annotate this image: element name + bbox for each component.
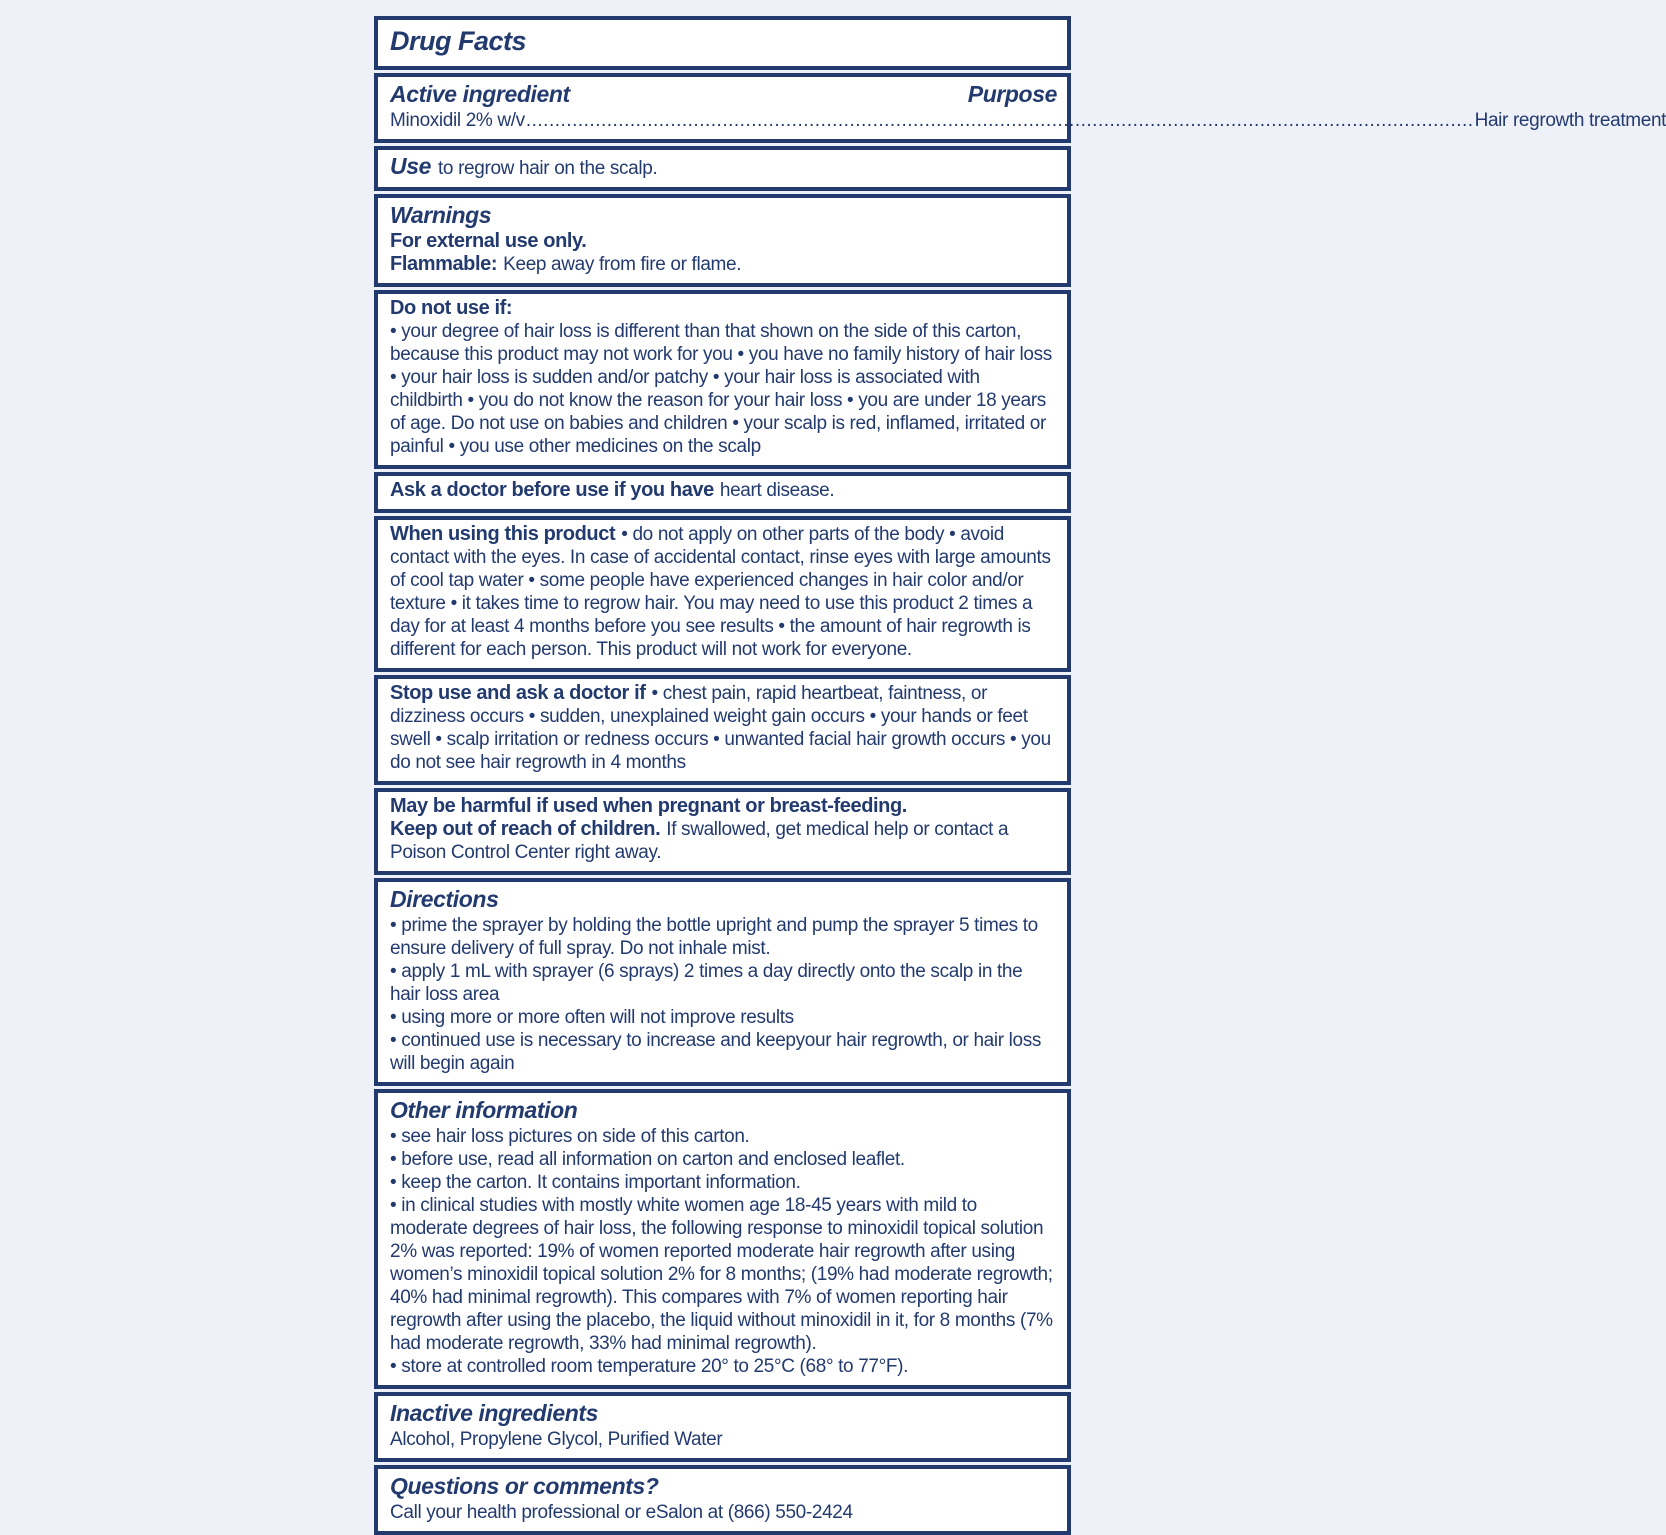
section-warnings: [374, 194, 1071, 287]
questions-text: Call your health professional or eSalon at (866) 550-2424: [390, 1502, 853, 1523]
purpose-value: Hair regrowth treatment: [1474, 110, 1666, 131]
section-do-not-use: [374, 290, 1071, 469]
ask-doctor-lead: Ask a doctor before use if you have: [390, 479, 714, 501]
section-use: [374, 146, 1071, 191]
use-heading: Use: [390, 153, 431, 179]
use-text: to regrow hair on the scalp.: [438, 158, 658, 179]
warnings-heading: Warnings: [390, 202, 492, 228]
section-when-using: [374, 516, 1071, 672]
directions-item: • continued use is necessary to increase and keepyour hair regrowth, or hair loss will begin again: [390, 1030, 1042, 1074]
flammable-label: Flammable:: [390, 253, 498, 275]
active-ingredient-heading: Active ingredient: [390, 81, 570, 107]
directions-item: • using more or more often will not improve results: [390, 1007, 794, 1028]
when-using-text: • do not apply on other parts of the body • avoid contact with the eyes. In case of accidental contact, rinse eyes with large amounts of cool tap water • some people have experienced changes in hair color and/or texture • it takes time to regrow hair. You may need to use this product 2 times a day for at least 4 months before you see results • the amount of hair regrowth is different for each person. This product will not work for everyone.: [390, 524, 1051, 660]
other-information-item: • in clinical studies with mostly white women age 18-45 years with mild to moderate degrees of hair loss, the following response to minoxidil topical solution 2% was reported: 19% of women reported moderate hair regrowth after using women’s minoxidil topical solution 2% for 8 months; (19% had moderate regrowth; 40% had minimal regrowth). This compares with 7% of women reporting hair regrowth after using the placebo, the liquid without minoxidil in it, for 8 months (7% had moderate regrowth, 33% had minimal regrowth).: [390, 1195, 1053, 1354]
section-ask-doctor: [374, 472, 1071, 513]
active-ingredient-heading-row: [390, 80, 1057, 109]
keep-out-of-reach-label: Keep out of reach of children.: [390, 818, 661, 840]
active-ingredient-row: [390, 109, 1666, 132]
section-stop-use: [374, 675, 1071, 785]
other-information-item: • store at controlled room temperature 20° to 25°C (68° to 77°F).: [390, 1356, 909, 1377]
directions-heading: Directions: [390, 886, 499, 912]
when-using-paragraph: [390, 523, 1057, 661]
drug-facts-label: [374, 16, 1666, 1535]
do-not-use-heading: Do not use if:: [390, 297, 513, 319]
other-information-item: • see hair loss pictures on side of this carton.: [390, 1126, 750, 1147]
leader-dots: [526, 109, 1474, 132]
other-information-heading: Other information: [390, 1097, 578, 1123]
flammable-line: [390, 253, 1057, 276]
keep-out-of-reach-text: If swallowed, get medical help or contact a Poison Control Center right away.: [390, 819, 1009, 863]
inactive-ingredients-text: Alcohol, Propylene Glycol, Purified Water: [390, 1429, 723, 1450]
stop-use-lead: Stop use and ask a doctor if: [390, 682, 646, 704]
section-drug-facts: [374, 16, 1071, 70]
questions-heading: Questions or comments?: [390, 1473, 659, 1499]
section-active-ingredient: [374, 73, 1666, 143]
harmful-line: May be harmful if used when pregnant or breast-feeding.: [390, 795, 907, 817]
stop-use-paragraph: [390, 682, 1057, 774]
section-other-information: [374, 1089, 1071, 1389]
directions-item: • apply 1 mL with sprayer (6 sprays) 2 times a day directly onto the scalp in the hair loss area: [390, 961, 1023, 1005]
stop-use-text: • chest pain, rapid heartbeat, faintness, or dizziness occurs • sudden, unexplained weight gain occurs • your hands or feet swell • scalp irritation or redness occurs • unwanted facial hair growth occurs • you do not see hair regrowth in 4 months: [390, 683, 1051, 773]
section-harmful: [374, 788, 1071, 875]
section-inactive-ingredients: [374, 1392, 1071, 1462]
other-information-item: • keep the carton. It contains important information.: [390, 1172, 801, 1193]
purpose-heading: Purpose: [967, 81, 1057, 107]
inactive-ingredients-heading: Inactive ingredients: [390, 1400, 599, 1426]
drug-facts-title: Drug Facts: [390, 26, 527, 56]
active-ingredient-name: Minoxidil 2% w/v: [390, 110, 525, 131]
when-using-lead: When using this product: [390, 523, 616, 545]
keep-out-of-reach-line: [390, 818, 1057, 864]
external-use-line: For external use only.: [390, 230, 587, 252]
flammable-text: Keep away from fire or flame.: [503, 254, 742, 275]
section-questions: [374, 1465, 1071, 1535]
do-not-use-text: • your degree of hair loss is different than that shown on the side of this carton, because this product may not work for you • you have no family history of hair loss • your hair loss is sudden and/or patchy • your hair loss is associated with childbirth • you do not know the reason for your hair loss • you are under 18 years of age. Do not use on babies and children • your scalp is red, inflamed, irritated or painful • you use other medicines on the scalp: [390, 321, 1052, 457]
directions-item: • prime the sprayer by holding the bottle upright and pump the sprayer 5 times to ensure delivery of full spray. Do not inhale mist.: [390, 915, 1038, 959]
other-information-item: • before use, read all information on carton and enclosed leaflet.: [390, 1149, 905, 1170]
ask-doctor-line: [390, 479, 1057, 502]
use-paragraph: [390, 153, 1057, 180]
page-background: [0, 16, 1666, 1523]
section-directions: [374, 878, 1071, 1086]
ask-doctor-text: heart disease.: [719, 480, 835, 501]
